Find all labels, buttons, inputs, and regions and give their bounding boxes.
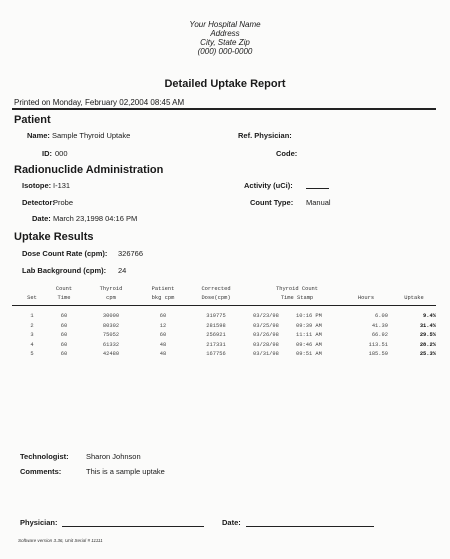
cell-uptake: 29.5% bbox=[419, 332, 436, 339]
header-hours: Hours bbox=[357, 295, 375, 301]
header-thyroid-cpm-line2: cpm bbox=[106, 295, 116, 301]
cell-date: 03/26/98 bbox=[253, 332, 279, 339]
cell-set: 5 bbox=[30, 351, 34, 358]
isotope-label: Isotope: bbox=[22, 181, 52, 190]
technologist-value: Sharon Johnson bbox=[86, 452, 141, 461]
cell-count-time: 60 bbox=[60, 351, 68, 358]
report-title: Detailed Uptake Report bbox=[164, 78, 286, 90]
cell-set: 4 bbox=[30, 341, 34, 348]
cell-hours: 185.59 bbox=[368, 351, 388, 358]
cell-patient-bkg: 48 bbox=[159, 351, 167, 358]
header-set-line2: Set bbox=[27, 295, 37, 301]
cell-count-time: 60 bbox=[60, 341, 68, 348]
cell-patient-bkg: 60 bbox=[159, 313, 167, 319]
table-header-divider bbox=[12, 305, 436, 306]
header-patient-bkg-line1: Patient bbox=[151, 286, 175, 292]
signature-date-label: Date: bbox=[222, 518, 241, 527]
cell-time: 09:46 AM bbox=[296, 341, 322, 348]
comments-label: Comments: bbox=[20, 467, 62, 476]
activity-label: Activity (uCi): bbox=[244, 181, 293, 190]
detector-value: Probe bbox=[53, 198, 74, 207]
cell-corrected-dose: 217331 bbox=[206, 341, 226, 348]
cell-time: 10:16 PM bbox=[296, 313, 322, 319]
cell-patient-bkg: 48 bbox=[159, 341, 167, 348]
name-label: Name: bbox=[27, 131, 50, 140]
hospital-name: Your Hospital Name bbox=[189, 20, 261, 29]
cell-count-time: 60 bbox=[60, 313, 68, 319]
cell-time: 09:51 AM bbox=[296, 351, 322, 358]
software-version: Software version 3.36, Unit Serial # 11111 bbox=[18, 538, 103, 543]
date-label: Date: bbox=[32, 214, 51, 223]
ref-physician-label: Ref. Physician: bbox=[238, 131, 292, 140]
header-patient-bkg-line2: bkg cpm bbox=[151, 295, 175, 301]
activity-blank-line bbox=[306, 181, 329, 189]
header-uptake: Uptake bbox=[404, 295, 424, 301]
cell-thyroid-cpm: 30000 bbox=[102, 313, 120, 319]
cell-thyroid-cpm: 80302 bbox=[102, 322, 120, 329]
header-count-time-line1: Count bbox=[55, 286, 73, 292]
date-value: March 23,1998 04:16 PM bbox=[53, 214, 138, 223]
cell-date: 03/25/98 bbox=[253, 322, 279, 329]
hospital-phone: (000) 000-0000 bbox=[197, 47, 253, 56]
cell-uptake: 9.4% bbox=[423, 313, 436, 319]
cell-hours: 66.92 bbox=[371, 332, 388, 339]
patient-heading: Patient bbox=[14, 114, 51, 126]
cell-uptake: 31.4% bbox=[419, 322, 436, 329]
cell-date: 03/28/98 bbox=[253, 341, 279, 348]
id-label: ID: bbox=[42, 149, 52, 158]
cell-date: 03/23/98 bbox=[253, 313, 279, 319]
lab-background-label: Lab Background (cpm): bbox=[22, 266, 107, 275]
header-divider bbox=[12, 108, 436, 110]
cell-thyroid-cpm: 61332 bbox=[102, 341, 120, 348]
cell-corrected-dose: 319775 bbox=[206, 313, 226, 319]
uptake-heading: Uptake Results bbox=[14, 231, 94, 243]
cell-uptake: 25.3% bbox=[419, 351, 436, 358]
dose-count-rate-value: 326766 bbox=[118, 249, 144, 258]
cell-time: 09:39 AM bbox=[296, 322, 322, 329]
cell-count-time: 60 bbox=[60, 322, 68, 329]
technologist-label: Technologist: bbox=[20, 452, 69, 461]
header-time-stamp-line1: Thyroid Count bbox=[275, 286, 319, 292]
header-time-stamp-line2: Time Stamp bbox=[280, 295, 314, 301]
count-type-label: Count Type: bbox=[250, 198, 294, 207]
dose-count-rate-label: Dose Count Rate (cpm): bbox=[22, 249, 108, 258]
physician-signature-line bbox=[62, 519, 204, 527]
cell-count-time: 60 bbox=[60, 332, 68, 339]
code-label: Code: bbox=[276, 149, 298, 158]
cell-thyroid-cpm: 42480 bbox=[102, 351, 120, 358]
cell-set: 3 bbox=[30, 332, 34, 339]
printed-timestamp: Printed on Monday, February 02,2004 08:45 AM bbox=[14, 98, 185, 107]
cell-corrected-dose: 256921 bbox=[206, 332, 226, 339]
count-type-value: Manual bbox=[306, 198, 331, 207]
cell-set: 1 bbox=[30, 313, 34, 319]
radionuclide-heading: Radionuclide Administration bbox=[14, 164, 164, 176]
id-value: 000 bbox=[55, 149, 68, 158]
hospital-address: Address bbox=[210, 29, 240, 38]
name-value: Sample Thyroid Uptake bbox=[52, 131, 131, 140]
cell-set: 2 bbox=[30, 322, 34, 329]
cell-uptake: 28.2% bbox=[419, 341, 436, 348]
cell-patient-bkg: 60 bbox=[159, 332, 167, 339]
header-count-time-line2: Time bbox=[57, 295, 71, 301]
header-corrected-dose-line1: Corrected bbox=[201, 286, 231, 292]
lab-background-value: 24 bbox=[118, 266, 127, 275]
cell-corrected-dose: 281598 bbox=[206, 322, 226, 329]
cell-date: 03/31/98 bbox=[253, 351, 279, 358]
detector-label: Detector: bbox=[22, 198, 55, 207]
cell-time: 11:11 AM bbox=[296, 332, 322, 339]
hospital-city-state-zip: City, State Zip bbox=[200, 38, 250, 47]
isotope-value: I-131 bbox=[53, 181, 71, 190]
cell-hours: 6.00 bbox=[375, 313, 388, 319]
cell-thyroid-cpm: 75052 bbox=[102, 332, 120, 339]
cell-hours: 41.39 bbox=[371, 322, 388, 329]
comments-value: This is a sample uptake bbox=[86, 467, 165, 476]
cell-patient-bkg: 12 bbox=[159, 322, 167, 329]
header-corrected-dose-line2: Dose(cpm) bbox=[201, 295, 231, 301]
signature-date-line bbox=[246, 519, 374, 527]
cell-hours: 113.51 bbox=[368, 341, 388, 348]
cell-corrected-dose: 167756 bbox=[206, 351, 226, 358]
header-thyroid-cpm-line1: Thyroid bbox=[99, 286, 123, 292]
physician-label: Physician: bbox=[20, 518, 58, 527]
